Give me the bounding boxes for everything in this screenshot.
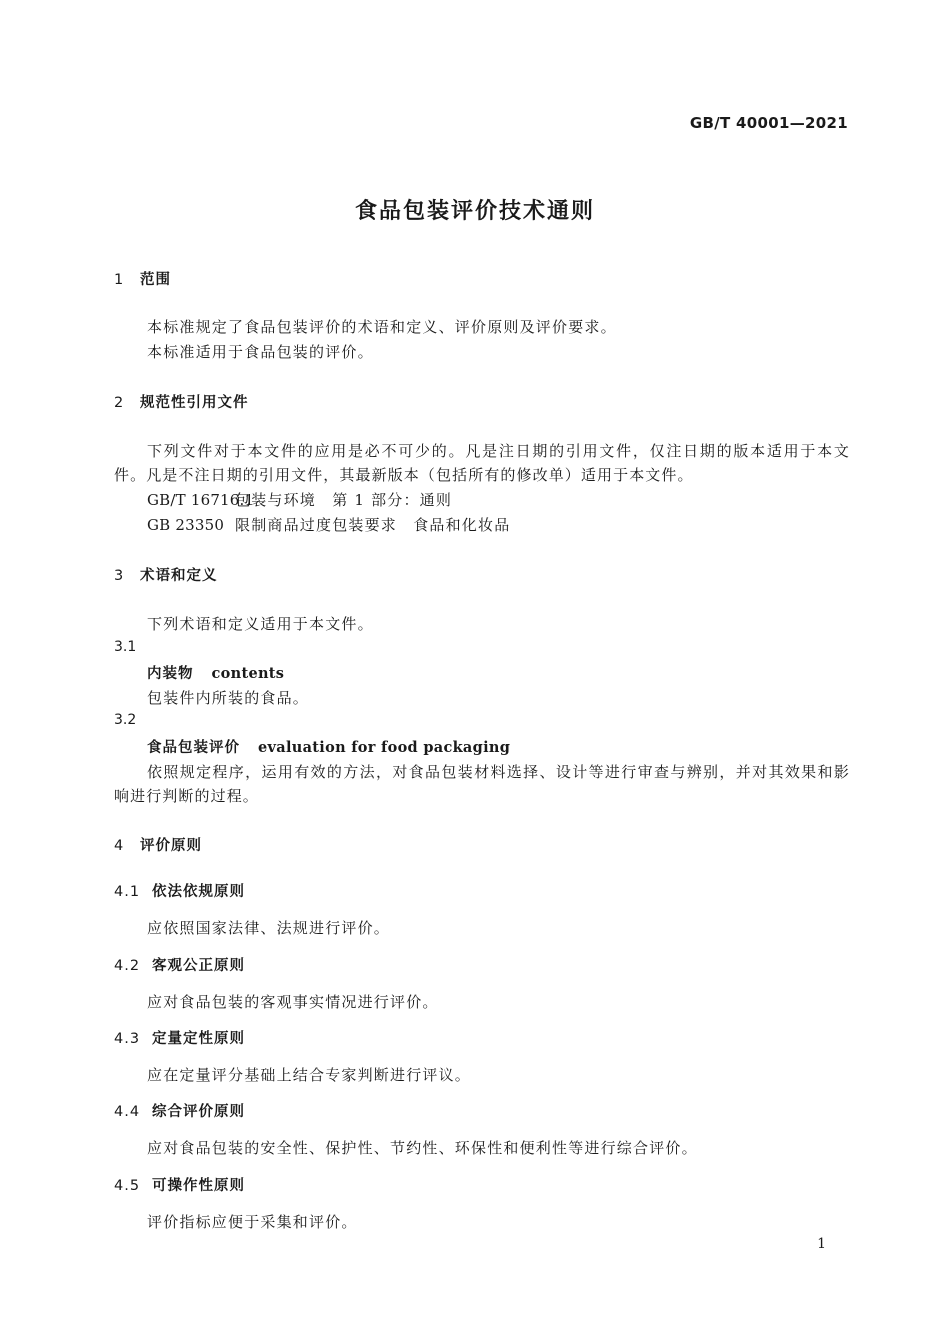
reference-title: 限制商品过度包装要求 食品和化妆品: [235, 516, 511, 534]
subsection-4-4-heading: [114, 1100, 245, 1121]
subsection-number: 4.2: [114, 958, 141, 974]
section-1-heading: [114, 268, 171, 289]
reference-item: [147, 489, 452, 510]
section-title: 术语和定义: [140, 568, 218, 584]
subsection-title: 可操作性原则: [152, 1178, 245, 1194]
subsection-title: 定量定性原则: [152, 1031, 245, 1047]
section-title: 评价原则: [140, 838, 202, 854]
normative-references-intro: 下列文件对于本文件的应用是必不可少的。凡是注日期的引用文件，仅注日期的版本适用于本文件。凡是不注日期的引用文件，其最新版本（包括所有的修改单）适用于本文件。: [114, 442, 850, 484]
subsection-text: 应依照国家法律、法规进行评价。: [147, 919, 391, 937]
subsection-4-1-heading: [114, 880, 245, 901]
section-title: 规范性引用文件: [140, 395, 249, 411]
section-3-heading: [114, 564, 218, 585]
standard-code: GB/T 40001—2021: [689, 114, 848, 132]
terms-intro: 下列术语和定义适用于本文件。: [147, 615, 374, 633]
section-number: 4: [114, 838, 125, 854]
term-en: evaluation for food packaging: [258, 739, 511, 756]
subsection-number: 4.1: [114, 884, 141, 900]
subsection-number: 4.4: [114, 1104, 141, 1120]
term-entry: [147, 736, 510, 757]
section-title: 范围: [140, 272, 171, 288]
subsection-4-2-heading: [114, 954, 245, 975]
scope-paragraph-1: 本标准规定了食品包装评价的术语和定义、评价原则及评价要求。: [147, 318, 617, 336]
term-entry: [147, 662, 284, 683]
reference-code: GB 23350: [147, 516, 225, 534]
subsection-number: 4.3: [114, 1031, 141, 1047]
term-definition: 包装件内所装的食品。: [147, 689, 310, 707]
reference-code: GB/T 16716.1: [147, 491, 255, 509]
section-number: 2: [114, 395, 125, 411]
document-title: 食品包装评价技术通则: [354, 199, 595, 224]
term-number: 3.2: [114, 712, 137, 728]
page-number: 1: [817, 1236, 826, 1252]
section-4-heading: [114, 834, 202, 855]
subsection-number: 4.5: [114, 1178, 141, 1194]
scope-paragraph-2: 本标准适用于食品包装的评价。: [147, 343, 374, 361]
term-number: 3.1: [114, 639, 137, 655]
term-en: contents: [211, 665, 285, 682]
subsection-text: 应在定量评分基础上结合专家判断进行评议。: [147, 1066, 472, 1084]
subsection-text: 评价指标应便于采集和评价。: [147, 1213, 358, 1231]
subsection-title: 综合评价原则: [152, 1104, 245, 1120]
section-2-heading: [114, 391, 249, 412]
subsection-text: 应对食品包装的安全性、保护性、节约性、环保性和便利性等进行综合评价。: [147, 1139, 698, 1157]
reference-item: [147, 514, 510, 535]
section-number: 1: [114, 272, 125, 288]
subsection-4-5-heading: [114, 1174, 245, 1195]
subsection-title: 依法依规原则: [152, 884, 245, 900]
term-zh: 食品包装评价: [147, 739, 240, 756]
subsection-title: 客观公正原则: [152, 958, 245, 974]
term-definition: 依照规定程序，运用有效的方法，对食品包装材料选择、设计等进行审查与辨别，并对其效果和影响进行判断的过程。: [114, 763, 850, 805]
term-zh: 内装物: [147, 665, 194, 682]
subsection-text: 应对食品包装的客观事实情况进行评价。: [147, 993, 439, 1011]
section-number: 3: [114, 568, 125, 584]
reference-title: 包装与环境 第 1 部分：通则: [235, 491, 453, 509]
subsection-4-3-heading: [114, 1027, 245, 1048]
